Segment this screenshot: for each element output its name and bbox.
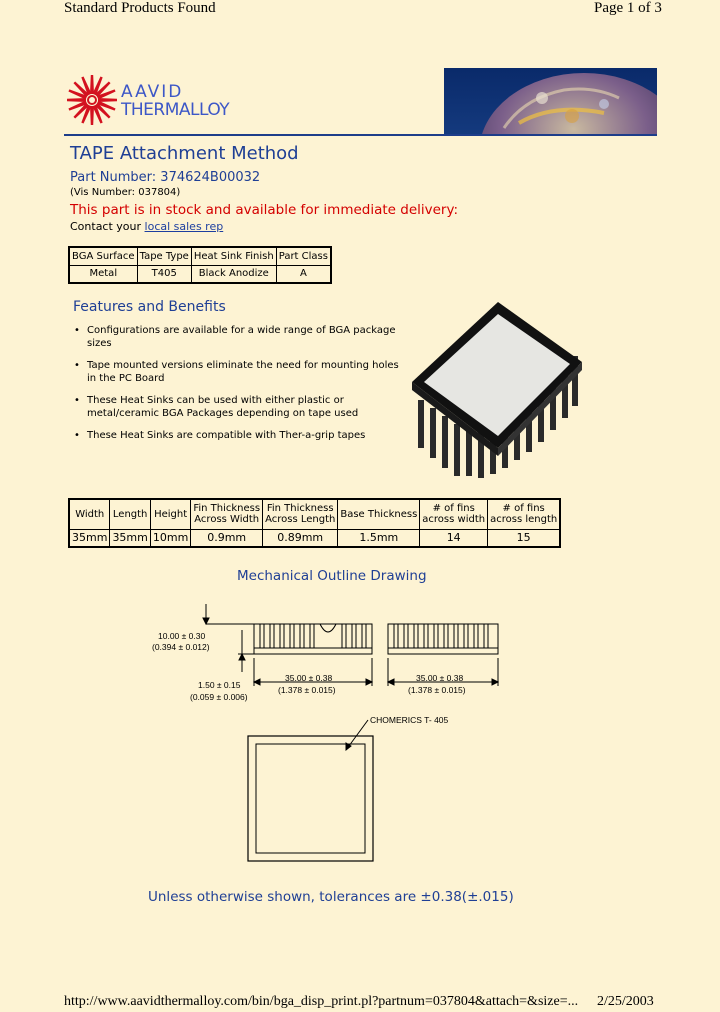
dims-header-text: across length — [490, 514, 558, 526]
sales-rep-link[interactable]: local sales rep — [144, 220, 224, 233]
dims-data-row — [69, 529, 560, 547]
stock-message: This part is in stock and available for immediate delivery: — [70, 202, 459, 218]
dims-header-text: Width — [75, 508, 105, 520]
part-number: Part Number: 374624B00032 — [70, 170, 261, 185]
dims-cell: 35mm — [110, 529, 150, 547]
length-dim-label: 35.00 ± 0.38 — [416, 673, 464, 683]
spec-header-cell: Heat Sink Finish — [191, 247, 276, 265]
feature-item: • These Heat Sinks can be used with either plastic or metal/ceramic BGA Packages depending on tape used — [74, 395, 404, 420]
base-dim-inch-label: (0.059 ± 0.006) — [190, 692, 248, 702]
contact-line — [70, 220, 223, 233]
heatsink-photo — [410, 300, 585, 480]
feature-item: • Configurations are available for a wide range of BGA package sizes — [74, 325, 404, 350]
header-rule — [64, 134, 657, 136]
base-dim-label: 1.50 ± 0.15 — [198, 680, 241, 690]
feature-item: • These Heat Sinks are compatible with Ther-a-grip tapes — [74, 430, 404, 443]
dims-header-text: # of fins — [502, 503, 545, 515]
vis-number: (Vis Number: 037804) — [70, 187, 181, 198]
brand-line1: AAVID — [121, 82, 184, 102]
dims-header-cell — [191, 499, 263, 529]
spec-header-cell: Part Class — [276, 247, 331, 265]
spec-cell: Metal — [69, 265, 137, 283]
dims-header-text: Across Length — [265, 514, 336, 526]
dims-header-cell — [338, 499, 420, 529]
dims-header-row — [69, 499, 560, 529]
dims-header-text: Fin Thickness — [193, 503, 261, 515]
dims-header-cell — [263, 499, 338, 529]
features-list — [74, 325, 404, 453]
spec-cell: Black Anodize — [191, 265, 276, 283]
contact-prefix: Contact your — [70, 220, 145, 233]
print-footer-date: 2/25/2003 — [597, 994, 654, 1009]
brand-line2: THERMALLOY — [121, 100, 230, 120]
width-dim-label: 35.00 ± 0.38 — [285, 673, 333, 683]
heatsink-icon — [410, 300, 585, 480]
dims-cell: 0.9mm — [191, 529, 263, 547]
print-footer-url: http://www.aavidthermalloy.com/bin/bga_disp_print.pl?partnum=037804&attach=&size=... — [64, 994, 579, 1009]
spec-header-cell: BGA Surface — [69, 247, 137, 265]
globe-image-icon — [444, 68, 657, 135]
width-dim-inch-label: (1.378 ± 0.015) — [278, 685, 336, 695]
brand-logo[interactable] — [66, 74, 118, 126]
dims-header-text: Length — [112, 508, 148, 520]
tolerance-note: Unless otherwise shown, tolerances are ±0.38(±.015) — [148, 889, 514, 905]
dims-header-cell — [69, 499, 110, 529]
features-title: Features and Benefits — [73, 299, 226, 315]
spec-header-row — [69, 247, 331, 265]
print-header-title: Standard Products Found — [64, 0, 216, 16]
dims-header-text: Fin Thickness — [266, 503, 334, 515]
height-dim-inch-label: (0.394 ± 0.012) — [152, 642, 210, 652]
mechanical-drawing — [150, 600, 530, 875]
dims-header-cell — [488, 499, 561, 529]
globe-banner — [444, 68, 657, 135]
drawing-title: Mechanical Outline Drawing — [237, 568, 427, 584]
dims-cell: 1.5mm — [338, 529, 420, 547]
dims-header-text: Base Thickness — [340, 508, 418, 520]
dims-header-text: # of fins — [432, 503, 475, 515]
dims-header-text: Across Width — [194, 514, 260, 526]
brand-wordmark — [121, 83, 229, 119]
dims-cell: 0.89mm — [263, 529, 338, 547]
dims-header-cell — [110, 499, 150, 529]
spec-data-row — [69, 265, 331, 283]
dims-header-cell — [420, 499, 488, 529]
dims-cell: 15 — [488, 529, 561, 547]
feature-item: • Tape mounted versions eliminate the need for mounting holes in the PC Board — [74, 360, 404, 385]
spec-cell: T405 — [137, 265, 191, 283]
dims-cell: 14 — [420, 529, 488, 547]
height-dim-label: 10.00 ± 0.30 — [158, 631, 206, 641]
spec-header-cell: Tape Type — [137, 247, 191, 265]
tape-label: CHOMERICS T- 405 — [370, 715, 449, 725]
dims-cell: 10mm — [150, 529, 190, 547]
page-title: TAPE Attachment Method — [70, 143, 299, 164]
spec-table — [68, 246, 332, 284]
print-header-page: Page 1 of 3 — [594, 0, 662, 16]
dims-cell: 35mm — [69, 529, 110, 547]
dims-header-cell — [150, 499, 190, 529]
spec-cell: A — [276, 265, 331, 283]
length-dim-inch-label: (1.378 ± 0.015) — [408, 685, 466, 695]
dims-header-text: Height — [154, 508, 188, 520]
dims-header-text: across width — [422, 514, 486, 526]
sunburst-logo-icon — [66, 74, 118, 126]
dimensions-table — [68, 498, 561, 548]
